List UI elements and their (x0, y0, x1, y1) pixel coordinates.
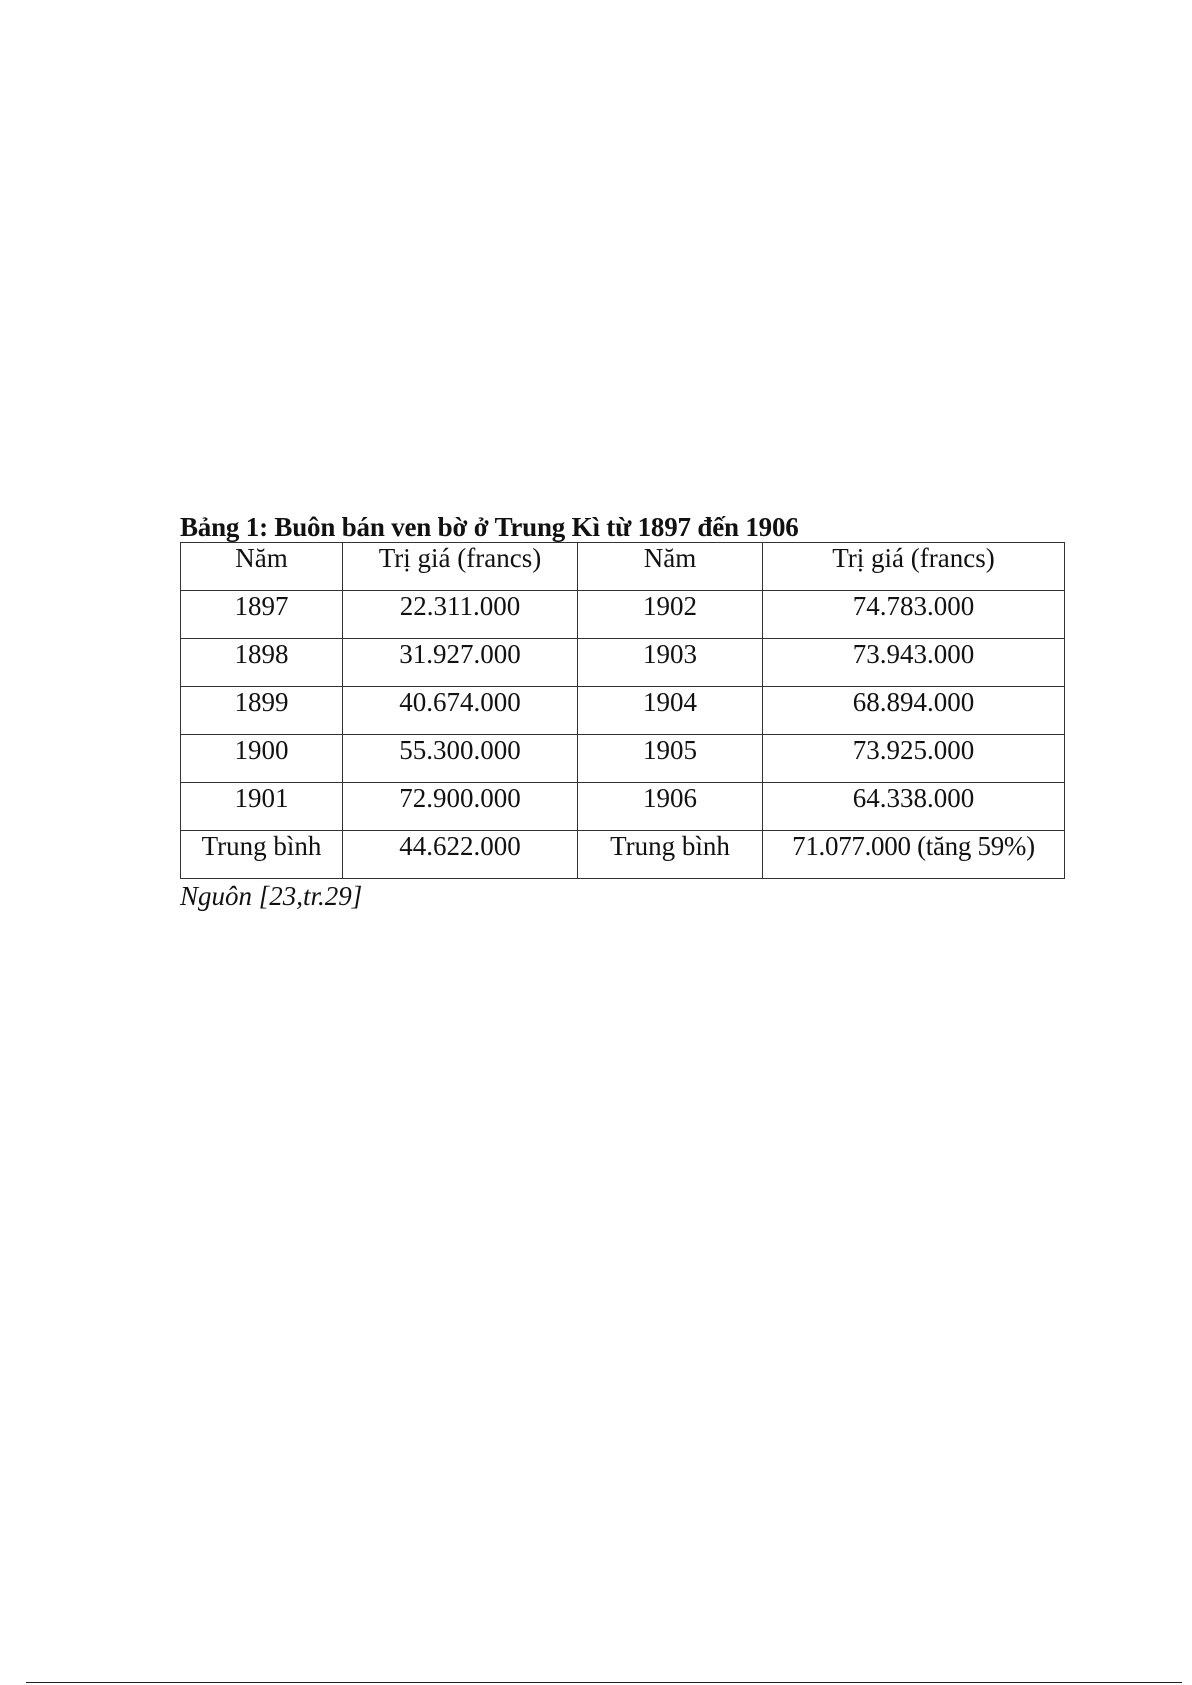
table-cell: 1902 (578, 591, 763, 639)
table-cell: 1899 (181, 687, 343, 735)
footer-rule (26, 1682, 1182, 1683)
table-row (181, 687, 1065, 735)
table-row (181, 783, 1065, 831)
table-title: Bảng 1: Buôn bán ven bờ ở Trung Kì từ 1897 đến 1906 (180, 512, 799, 542)
table-cell: 73.943.000 (763, 639, 1065, 687)
table-cell: 73.925.000 (763, 735, 1065, 783)
table-cell: Trung bình (578, 831, 763, 879)
table-cell: 55.300.000 (343, 735, 578, 783)
table-cell: 68.894.000 (763, 687, 1065, 735)
trade-table (180, 542, 1065, 879)
table-row (181, 735, 1065, 783)
source-note: Nguôn [23,tr.29] (180, 881, 363, 911)
table-cell: 31.927.000 (343, 639, 578, 687)
header-cell-value-2: Trị giá (francs) (763, 543, 1065, 591)
table-cell: 1900 (181, 735, 343, 783)
table-cell: 72.900.000 (343, 783, 578, 831)
table-row-average (181, 831, 1065, 879)
table-cell: 1906 (578, 783, 763, 831)
header-cell-year-2: Năm (578, 543, 763, 591)
table-block (180, 512, 1066, 911)
table-cell: 71.077.000 (tăng 59%) (763, 831, 1065, 879)
table-row (181, 591, 1065, 639)
header-cell-year-1: Năm (181, 543, 343, 591)
table-cell: 64.338.000 (763, 783, 1065, 831)
table-cell: 40.674.000 (343, 687, 578, 735)
table-header-row (181, 543, 1065, 591)
table-cell: 22.311.000 (343, 591, 578, 639)
table-cell: 1897 (181, 591, 343, 639)
table-cell: 1904 (578, 687, 763, 735)
table-row (181, 639, 1065, 687)
table-cell: 44.622.000 (343, 831, 578, 879)
header-cell-value-1: Trị giá (francs) (343, 543, 578, 591)
table-cell: 1903 (578, 639, 763, 687)
table-cell: 74.783.000 (763, 591, 1065, 639)
table-cell: Trung bình (181, 831, 343, 879)
table-cell: 1905 (578, 735, 763, 783)
table-cell: 1901 (181, 783, 343, 831)
table-cell: 1898 (181, 639, 343, 687)
